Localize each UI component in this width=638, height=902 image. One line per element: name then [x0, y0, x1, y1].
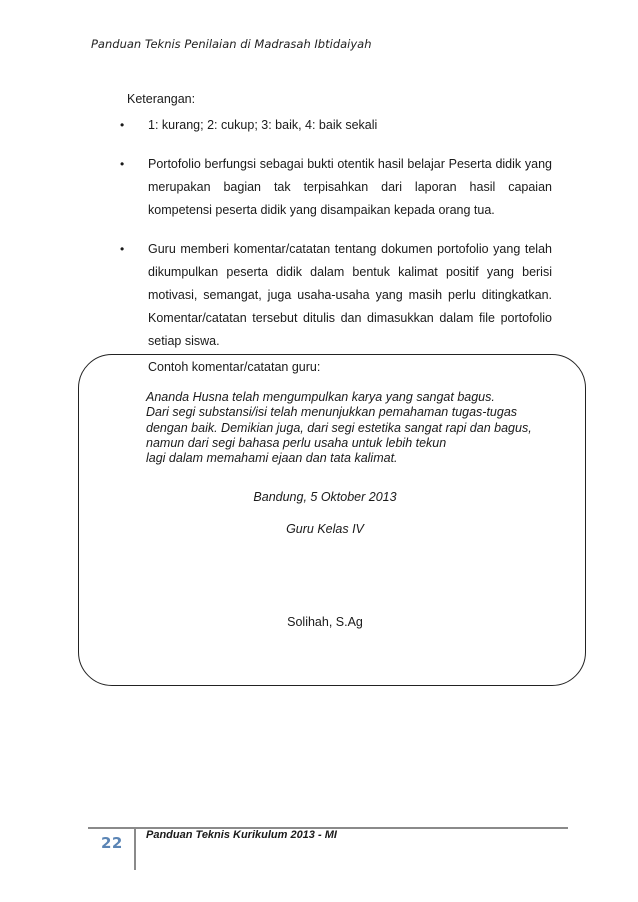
place-date: Bandung, 5 Oktober 2013: [253, 490, 397, 504]
list-item: [118, 153, 552, 222]
list-item-text: Guru memberi komentar/catatan tentang dokumen portofolio yang telah dikumpulkan peserta didik dalam bentuk kalimat positif yang berisi motivasi, semangat, juga usaha-usaha yang masih perlu ditingkatkan. Komentar/catatan tersebut ditulis dan dimasukkan dalam file portofolio setiap siswa.: [148, 242, 552, 348]
comment-line: namun dari segi bahasa perlu usaha untuk lebih tekun: [146, 435, 447, 450]
bullet-icon: •: [120, 157, 125, 171]
comment-line: lagi dalam memahami ejaan dan tata kalimat.: [146, 451, 398, 466]
signer-role: Guru Kelas IV: [286, 522, 364, 536]
list-item-text: 1: kurang; 2: cukup; 3: baik, 4: baik sekali: [148, 118, 378, 132]
teacher-comment: [146, 390, 546, 466]
comment-line: dengan baik. Demikian juga, dari segi estetika sangat rapi dan bagus,: [146, 420, 532, 435]
comment-line: Dari segi substansi/isi telah menunjukkan pemahaman tugas-tugas: [146, 405, 518, 420]
keterangan-list: [118, 114, 552, 369]
list-item-text: Portofolio berfungsi sebagai bukti otentik hasil belajar Peserta didik yang merupakan bagian tak terpisahkan dari laporan hasil capaian kompetensi peserta didik yang disampaikan kepada orang tua.: [148, 157, 552, 217]
footer-title: Panduan Teknis Kurikulum 2013 - MI: [146, 829, 337, 841]
comment-box-label: Contoh komentar/catatan guru:: [148, 360, 321, 374]
footer-rule-vertical: [134, 827, 136, 870]
list-item: [118, 114, 552, 137]
bullet-icon: •: [120, 242, 125, 256]
keterangan-title: Keterangan:: [127, 92, 196, 106]
list-item: [118, 238, 552, 353]
bullet-icon: •: [120, 118, 125, 132]
signer-name: Solihah, S.Ag: [287, 615, 363, 629]
page-number: 22: [101, 834, 123, 852]
comment-line: Ananda Husna telah mengumpulkan karya yang sangat bagus.: [146, 390, 495, 404]
running-header: Panduan Teknis Penilaian di Madrasah Ibtidaiyah: [91, 37, 372, 51]
